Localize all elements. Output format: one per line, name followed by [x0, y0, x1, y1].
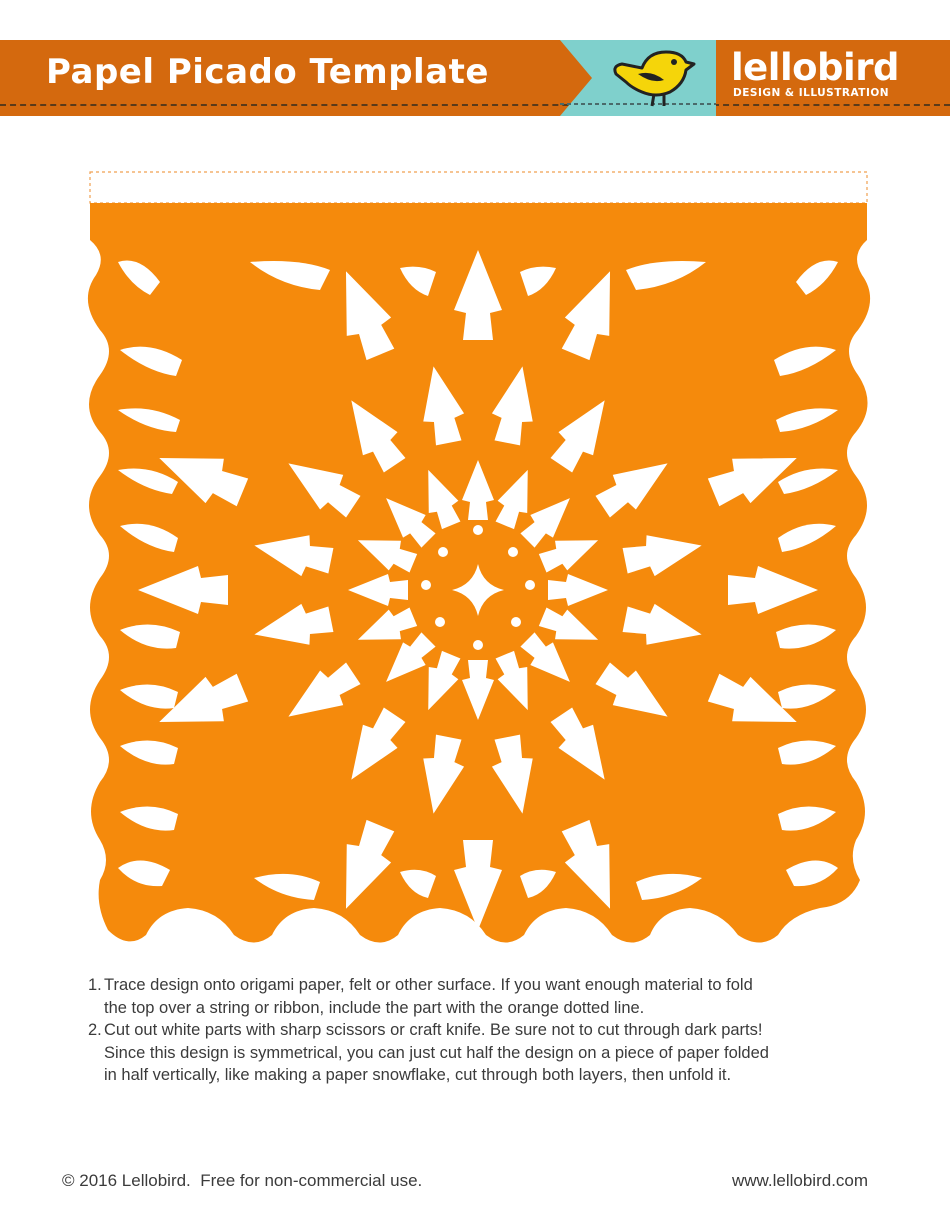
step-line: Cut out white parts with sharp scissors or craft knife. Be sure not to cut through dark parts!	[104, 1021, 763, 1039]
brand-name: lellobird	[731, 46, 899, 89]
instruction-step-1	[88, 974, 888, 1019]
brand-tagline: DESIGN & ILLUSTRATION	[733, 87, 890, 99]
instruction-step-2	[88, 1019, 888, 1087]
fold-guide-dotted-line	[90, 172, 867, 203]
step-number: 2.	[88, 1021, 102, 1039]
step-line: Trace design onto origami paper, felt or other surface. If you want enough material to fold	[104, 976, 753, 994]
instructions-list	[88, 974, 888, 1087]
step-line: Since this design is symmetrical, you can just cut half the design on a piece of paper folded	[104, 1043, 769, 1062]
step-number: 1.	[88, 976, 102, 994]
step-line: in half vertically, like making a paper snowflake, cut through both layers, then unfold it.	[104, 1066, 732, 1084]
step-line: the top over a string or ribbon, include the part with the orange dotted line.	[104, 998, 645, 1017]
footer-copyright: © 2016 Lellobird. Free for non-commercial use.	[62, 1171, 423, 1190]
footer-website-link[interactable]: www.lellobird.com	[732, 1171, 869, 1190]
page-title: Papel Picado Template	[46, 52, 489, 92]
